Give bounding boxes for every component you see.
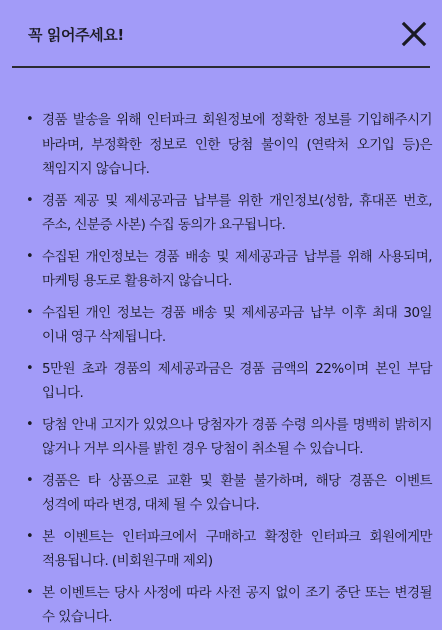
notice-text: 당첨 안내 고지가 있었으나 당첨자가 경품 수령 의사를 명백히 밝히지 않거나 거부 의사를 밝힌 경우 당첨이 취소될 수 있습니다. (42, 416, 432, 457)
modal-header (12, 0, 430, 68)
close-button[interactable] (400, 20, 428, 48)
bullet: • (26, 248, 34, 264)
modal-title: 꼭 읽어주세요! (28, 26, 124, 44)
notice-text: 5만원 초과 경품의 제세공과금은 경품 금액의 22%이며 본인 부담 입니다. (42, 360, 432, 401)
bullet: • (26, 304, 34, 320)
notice-list (26, 108, 432, 630)
notice-item-8 (26, 525, 432, 574)
notice-item-2 (26, 189, 432, 238)
notice-item-5 (26, 357, 432, 406)
notice-text: 본 이벤트는 당사 사정에 따라 사전 공지 없이 조기 중단 또는 변경될 수 있습니다. (42, 584, 432, 625)
bullet: • (26, 360, 34, 376)
notice-text: 수집된 개인정보는 경품 배송 및 제세공과금 납부를 위해 사용되며, 마케팅 용도로 활용하지 않습니다. (42, 248, 432, 289)
notice-item-7 (26, 469, 432, 518)
notice-item-4 (26, 301, 432, 350)
bullet: • (26, 416, 34, 432)
notice-text: 본 이벤트는 인터파크에서 구매하고 확정한 인터파크 회원에게만 적용됩니다. (비회원구매 제외) (42, 528, 432, 569)
notice-item-3 (26, 245, 432, 294)
notice-text: 경품은 타 상품으로 교환 및 환불 불가하며, 해당 경품은 이벤트 성격에 따라 변경, 대체 될 수 있습니다. (42, 472, 432, 513)
notice-item-1 (26, 108, 432, 182)
notice-content (0, 68, 442, 630)
bullet: • (26, 192, 34, 208)
notice-text: 경품 발송을 위해 인터파크 회원정보에 정확한 정보를 기입해주시기 바라며, 부정확한 정보로 인한 당첨 불이익 (연락처 오기입 등)은 책임지지 않습니다. (42, 112, 432, 177)
bullet: • (26, 472, 34, 488)
notice-text: 경품 제공 및 제세공과금 납부를 위한 개인정보(성함, 휴대폰 번호, 주소, 신분증 사본) 수집 동의가 요구됩니다. (42, 192, 432, 233)
bullet: • (26, 584, 34, 600)
close-x-icon (400, 20, 428, 48)
notice-item-9 (26, 581, 432, 630)
notice-item-6 (26, 413, 432, 462)
bullet: • (26, 112, 34, 127)
bullet: • (26, 528, 34, 544)
notice-text: 수집된 개인 정보는 경품 배송 및 제세공과금 납부 이후 최대 30일 이내 영구 삭제됩니다. (42, 304, 432, 345)
